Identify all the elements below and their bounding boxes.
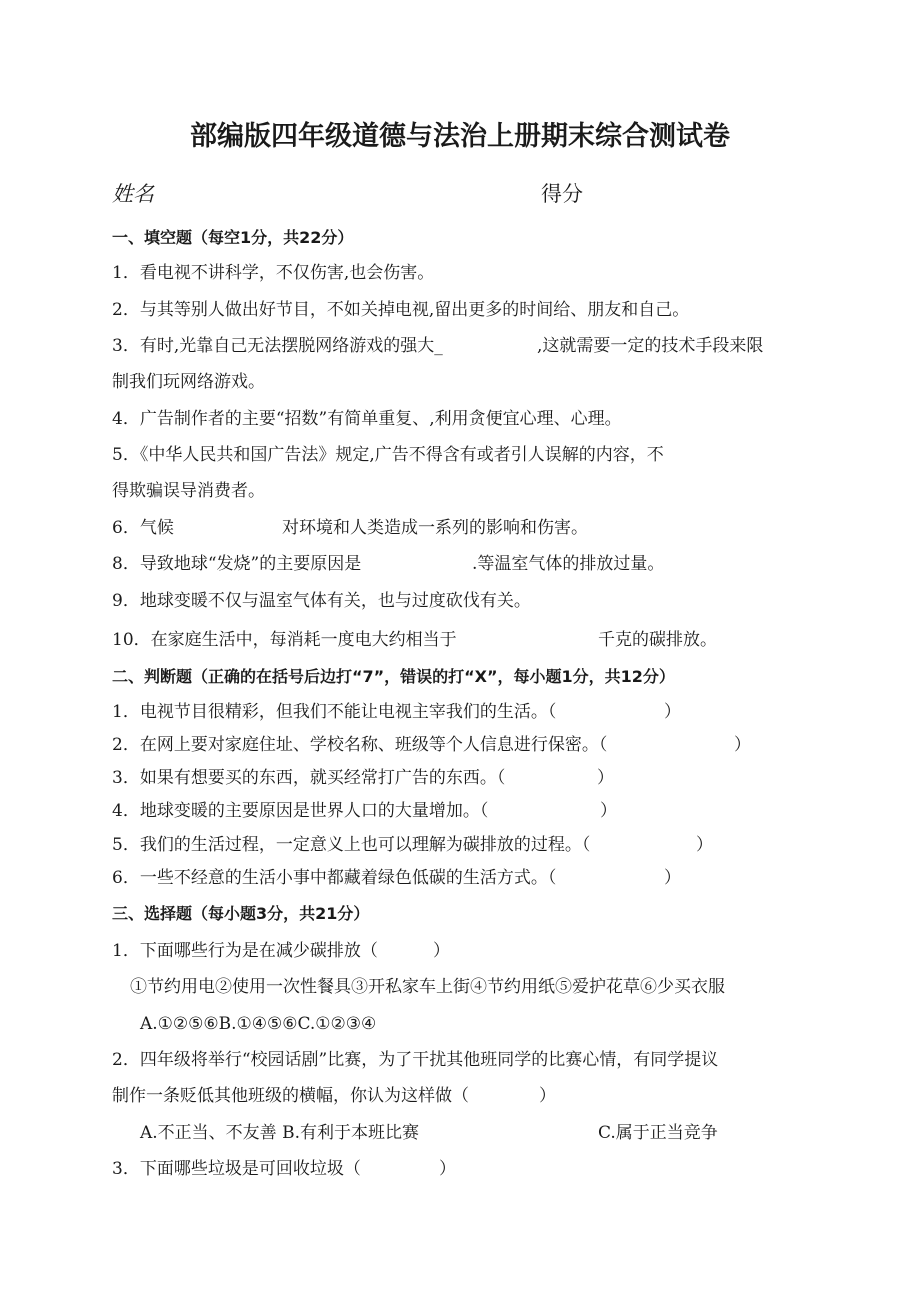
- judge-question-2: 2．在网上要对家庭住址、学校名称、班级等个人信息进行保密。（: [112, 735, 608, 755]
- fill-question-3-part2: ,这就需要一定的技术手段来限: [537, 336, 764, 356]
- judge-question-4: 4．地球变暖的主要原因是世界人口的大量增加。（: [112, 801, 489, 821]
- fill-question-10-part1: 10．在家庭生活中，每消耗一度电大约相当于: [112, 630, 457, 650]
- choice-question-1: 1．下面哪些行为是在减少碳排放（: [112, 941, 378, 961]
- fill-question-1: 1．看电视不讲科学，不仅伤害,也会伤害。: [112, 263, 435, 283]
- judge-answer-bracket: ）: [696, 835, 713, 855]
- score-label: 得分: [541, 182, 583, 206]
- fill-question-8-part1: 8．导致地球“发烧”的主要原因是: [112, 554, 362, 574]
- name-label: 姓名: [112, 182, 154, 206]
- section1-heading: 一、填空题（每空1分，共22分）: [112, 228, 354, 247]
- judge-answer-bracket: ）: [664, 868, 681, 888]
- fill-question-8-part2: .等温室气体的排放过量。: [472, 554, 665, 574]
- judge-question-1: 1．电视节目很精彩，但我们不能让电视主宰我们的生活。（: [112, 702, 557, 722]
- section2-heading: 二、判断题（正确的在括号后边打“7”，错误的打“X”，每小题1分，共12分）: [112, 667, 675, 686]
- fill-question-6-part2: 对环境和人类造成一系列的影响和伤害。: [282, 518, 588, 538]
- fill-question-9: 9．地球变暖不仅与温室气体有关，也与过度砍伐有关。: [112, 591, 531, 611]
- choice-question-1-options: A.①②⑤⑥B.①④⑤⑥C.①②③④: [140, 1014, 377, 1034]
- choice-answer-bracket: ）: [439, 1159, 456, 1179]
- judge-question-5: 5．我们的生活过程，一定意义上也可以理解为碳排放的过程。（: [112, 835, 591, 855]
- fill-question-3-part1: 3．有时,光靠自己无法摆脱网络游戏的强大_: [112, 336, 443, 356]
- fill-question-2: 2．与其等别人做出好节目，不如关掉电视,留出更多的时间给、朋友和自己。: [112, 300, 690, 320]
- judge-answer-bracket: ）: [734, 735, 751, 755]
- fill-question-5-part2: 得欺骗误导消费者。: [112, 481, 265, 501]
- judge-answer-bracket: ）: [664, 702, 681, 722]
- section3-heading: 三、选择题（每小题3分，共21分）: [112, 904, 370, 923]
- judge-question-6: 6．一些不经意的生活小事中都藏着绿色低碳的生活方式。（: [112, 868, 557, 888]
- fill-question-10-part2: 千克的碳排放。: [598, 630, 717, 650]
- fill-question-6-part1: 6．气候: [112, 518, 174, 538]
- choice-question-2-option-c: C.属于正当竞争: [598, 1123, 718, 1143]
- choice-question-2-part2: 制作一条贬低其他班级的横幅，你认为这样做（: [112, 1086, 469, 1106]
- choice-question-1-list: ①节约用电②使用一次性餐具③开私家车上街④节约用纸⑤爱护花草⑥少买衣服: [130, 977, 725, 997]
- choice-answer-bracket: ）: [433, 941, 450, 961]
- judge-answer-bracket: ）: [600, 801, 617, 821]
- judge-answer-bracket: ）: [597, 768, 614, 788]
- choice-question-2-options-ab: A.不正当、不友善 B.有利于本班比赛: [140, 1123, 419, 1143]
- fill-question-3-part3: 制我们玩网络游戏。: [112, 372, 265, 392]
- fill-question-4: 4．广告制作者的主要“招数”有简单重复、,利用贪便宜心理、心理。: [112, 409, 622, 429]
- choice-question-3: 3．下面哪些垃圾是可回收垃圾（: [112, 1159, 361, 1179]
- choice-answer-bracket: ）: [539, 1086, 556, 1106]
- fill-question-5-part1: 5．《中华人民共和国广告法》规定,广告不得含有或者引人误解的内容，不: [112, 445, 664, 465]
- judge-question-3: 3．如果有想要买的东西，就买经常打广告的东西。（: [112, 768, 506, 788]
- choice-question-2-part1: 2．四年级将举行“校园话剧”比赛，为了干扰其他班同学的比赛心情，有同学提议: [112, 1050, 719, 1070]
- page-title: 部编版四年级道德与法治上册期末综合测试卷: [190, 121, 730, 152]
